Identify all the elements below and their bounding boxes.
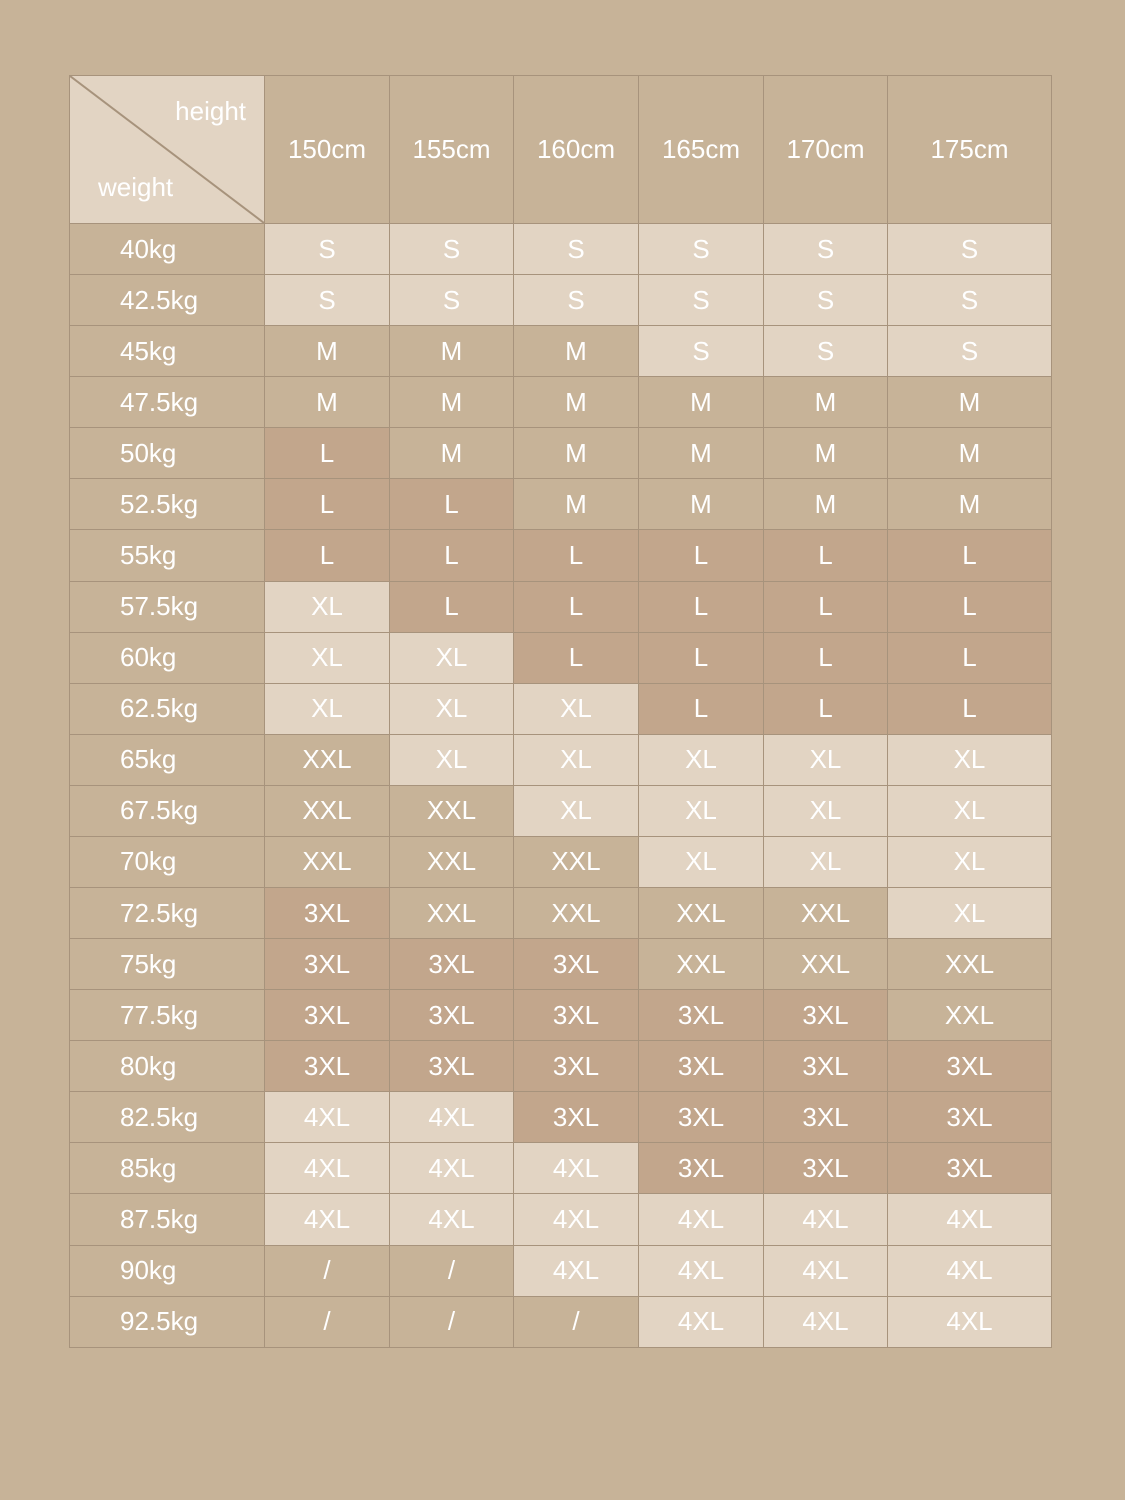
size-cell: L — [888, 683, 1052, 734]
size-cell: L — [639, 530, 764, 581]
table-row — [70, 683, 1052, 734]
size-cell: XL — [390, 683, 514, 734]
table-row — [70, 836, 1052, 887]
size-cell: M — [514, 428, 639, 479]
size-table-body — [70, 224, 1052, 1348]
size-cell: S — [764, 326, 888, 377]
size-cell: XL — [265, 581, 390, 632]
size-cell: 4XL — [764, 1296, 888, 1347]
size-cell: S — [888, 275, 1052, 326]
size-cell: M — [764, 479, 888, 530]
size-cell: L — [764, 530, 888, 581]
size-cell: XL — [764, 836, 888, 887]
size-cell: / — [390, 1245, 514, 1296]
size-cell: 3XL — [265, 888, 390, 939]
size-cell: XXL — [764, 939, 888, 990]
size-cell: M — [514, 326, 639, 377]
row-header-weight: 50kg — [70, 428, 265, 479]
size-cell: XL — [639, 785, 764, 836]
size-cell: XL — [888, 836, 1052, 887]
size-cell: 4XL — [639, 1296, 764, 1347]
size-cell: 3XL — [639, 990, 764, 1041]
row-header-weight: 90kg — [70, 1245, 265, 1296]
row-header-weight: 52.5kg — [70, 479, 265, 530]
size-cell: 4XL — [639, 1194, 764, 1245]
size-cell: XL — [764, 734, 888, 785]
column-header-height: 165cm — [639, 76, 764, 224]
size-cell: 4XL — [514, 1143, 639, 1194]
size-cell: 3XL — [888, 1092, 1052, 1143]
size-cell: S — [265, 275, 390, 326]
header-row — [70, 76, 1052, 224]
table-row — [70, 377, 1052, 428]
size-cell: 4XL — [514, 1194, 639, 1245]
size-cell: XXL — [514, 836, 639, 887]
size-cell: 4XL — [888, 1296, 1052, 1347]
row-header-weight: 55kg — [70, 530, 265, 581]
size-cell: M — [639, 377, 764, 428]
size-cell: M — [639, 428, 764, 479]
size-cell: M — [888, 428, 1052, 479]
size-cell: 3XL — [639, 1143, 764, 1194]
size-cell: XL — [514, 734, 639, 785]
size-cell: 3XL — [639, 1092, 764, 1143]
size-cell: XL — [764, 785, 888, 836]
corner-header-cell — [70, 76, 265, 224]
size-cell: 4XL — [390, 1143, 514, 1194]
size-cell: XXL — [888, 990, 1052, 1041]
size-cell: 3XL — [888, 1143, 1052, 1194]
size-cell: XXL — [639, 939, 764, 990]
size-cell: XL — [639, 734, 764, 785]
row-header-weight: 85kg — [70, 1143, 265, 1194]
size-cell: / — [265, 1245, 390, 1296]
size-cell: L — [514, 581, 639, 632]
size-cell: XL — [390, 734, 514, 785]
height-axis-label: height — [175, 96, 246, 126]
size-cell: / — [514, 1296, 639, 1347]
column-header-height: 150cm — [265, 76, 390, 224]
row-header-weight: 75kg — [70, 939, 265, 990]
size-cell: M — [888, 479, 1052, 530]
size-cell: 3XL — [764, 1092, 888, 1143]
size-cell: L — [764, 683, 888, 734]
size-cell: XXL — [639, 888, 764, 939]
size-cell: M — [514, 479, 639, 530]
size-cell: L — [390, 581, 514, 632]
size-cell: M — [265, 377, 390, 428]
table-row — [70, 734, 1052, 785]
size-cell: XL — [514, 785, 639, 836]
size-cell: XXL — [764, 888, 888, 939]
column-header-height: 170cm — [764, 76, 888, 224]
size-cell: XXL — [390, 888, 514, 939]
size-cell: 3XL — [265, 1041, 390, 1092]
table-row — [70, 1143, 1052, 1194]
row-header-weight: 87.5kg — [70, 1194, 265, 1245]
size-cell: L — [390, 530, 514, 581]
table-row — [70, 581, 1052, 632]
row-header-weight: 42.5kg — [70, 275, 265, 326]
size-cell: S — [888, 326, 1052, 377]
size-cell: M — [390, 377, 514, 428]
size-cell: 3XL — [764, 1143, 888, 1194]
size-cell: XL — [639, 836, 764, 887]
row-header-weight: 67.5kg — [70, 785, 265, 836]
size-cell: 4XL — [390, 1194, 514, 1245]
size-cell: L — [888, 632, 1052, 683]
size-cell: 3XL — [514, 990, 639, 1041]
row-header-weight: 60kg — [70, 632, 265, 683]
size-cell: L — [514, 530, 639, 581]
size-cell: / — [390, 1296, 514, 1347]
table-row — [70, 1194, 1052, 1245]
size-cell: 3XL — [390, 1041, 514, 1092]
row-header-weight: 72.5kg — [70, 888, 265, 939]
size-cell: L — [764, 632, 888, 683]
size-cell: M — [639, 479, 764, 530]
size-cell: L — [390, 479, 514, 530]
size-cell: S — [390, 275, 514, 326]
size-cell: 3XL — [265, 990, 390, 1041]
size-cell: 3XL — [390, 990, 514, 1041]
size-cell: S — [390, 224, 514, 275]
size-cell: 3XL — [764, 990, 888, 1041]
size-chart-table — [69, 75, 1052, 1348]
table-row — [70, 275, 1052, 326]
row-header-weight: 92.5kg — [70, 1296, 265, 1347]
size-cell: 4XL — [764, 1194, 888, 1245]
size-cell: M — [390, 428, 514, 479]
size-cell: XL — [888, 785, 1052, 836]
size-cell: S — [639, 275, 764, 326]
size-cell: 4XL — [639, 1245, 764, 1296]
row-header-weight: 47.5kg — [70, 377, 265, 428]
size-cell: 4XL — [265, 1194, 390, 1245]
table-row — [70, 990, 1052, 1041]
size-cell: L — [639, 683, 764, 734]
column-header-height: 155cm — [390, 76, 514, 224]
size-cell: XXL — [265, 734, 390, 785]
size-cell: XL — [888, 888, 1052, 939]
size-cell: M — [390, 326, 514, 377]
size-cell: L — [888, 581, 1052, 632]
column-header-height: 175cm — [888, 76, 1052, 224]
size-cell: XXL — [390, 836, 514, 887]
size-cell: L — [265, 479, 390, 530]
table-row — [70, 530, 1052, 581]
size-cell: XXL — [390, 785, 514, 836]
size-cell: M — [514, 377, 639, 428]
table-row — [70, 939, 1052, 990]
table-row — [70, 1041, 1052, 1092]
size-cell: M — [265, 326, 390, 377]
table-row — [70, 428, 1052, 479]
size-cell: S — [514, 275, 639, 326]
table-row — [70, 1245, 1052, 1296]
size-cell: L — [265, 428, 390, 479]
row-header-weight: 57.5kg — [70, 581, 265, 632]
row-header-weight: 70kg — [70, 836, 265, 887]
size-cell: 4XL — [764, 1245, 888, 1296]
size-cell: XL — [265, 683, 390, 734]
size-cell: 3XL — [764, 1041, 888, 1092]
size-cell: XXL — [265, 836, 390, 887]
size-cell: L — [639, 581, 764, 632]
size-cell: / — [265, 1296, 390, 1347]
size-cell: S — [639, 326, 764, 377]
size-cell: XL — [888, 734, 1052, 785]
size-cell: 3XL — [514, 1041, 639, 1092]
size-cell: 4XL — [390, 1092, 514, 1143]
table-row — [70, 479, 1052, 530]
row-header-weight: 65kg — [70, 734, 265, 785]
size-cell: 4XL — [514, 1245, 639, 1296]
size-cell: 4XL — [888, 1194, 1052, 1245]
size-cell: XXL — [888, 939, 1052, 990]
table-row — [70, 632, 1052, 683]
size-cell: 3XL — [514, 1092, 639, 1143]
table-row — [70, 1296, 1052, 1347]
size-cell: XL — [390, 632, 514, 683]
size-cell: 4XL — [265, 1143, 390, 1194]
row-header-weight: 40kg — [70, 224, 265, 275]
size-cell: L — [764, 581, 888, 632]
size-cell: 3XL — [265, 939, 390, 990]
row-header-weight: 45kg — [70, 326, 265, 377]
size-cell: XXL — [514, 888, 639, 939]
size-cell: XXL — [265, 785, 390, 836]
table-row — [70, 888, 1052, 939]
row-header-weight: 82.5kg — [70, 1092, 265, 1143]
size-cell: S — [514, 224, 639, 275]
size-cell: S — [888, 224, 1052, 275]
column-header-height: 160cm — [514, 76, 639, 224]
size-cell: 3XL — [390, 939, 514, 990]
size-cell: M — [764, 377, 888, 428]
row-header-weight: 77.5kg — [70, 990, 265, 1041]
table-row — [70, 224, 1052, 275]
size-cell: 4XL — [265, 1092, 390, 1143]
table-row — [70, 326, 1052, 377]
size-cell: XL — [514, 683, 639, 734]
size-cell: M — [888, 377, 1052, 428]
weight-axis-label: weight — [98, 172, 174, 202]
table-row — [70, 1092, 1052, 1143]
size-cell: 3XL — [639, 1041, 764, 1092]
size-cell: XL — [265, 632, 390, 683]
row-header-weight: 62.5kg — [70, 683, 265, 734]
size-cell: S — [265, 224, 390, 275]
size-cell: S — [764, 275, 888, 326]
size-cell: L — [639, 632, 764, 683]
size-cell: 3XL — [888, 1041, 1052, 1092]
table-row — [70, 785, 1052, 836]
row-header-weight: 80kg — [70, 1041, 265, 1092]
size-cell: M — [764, 428, 888, 479]
size-cell: 3XL — [514, 939, 639, 990]
size-cell: 4XL — [888, 1245, 1052, 1296]
size-cell: S — [764, 224, 888, 275]
size-cell: L — [265, 530, 390, 581]
size-cell: L — [888, 530, 1052, 581]
size-cell: S — [639, 224, 764, 275]
size-cell: L — [514, 632, 639, 683]
